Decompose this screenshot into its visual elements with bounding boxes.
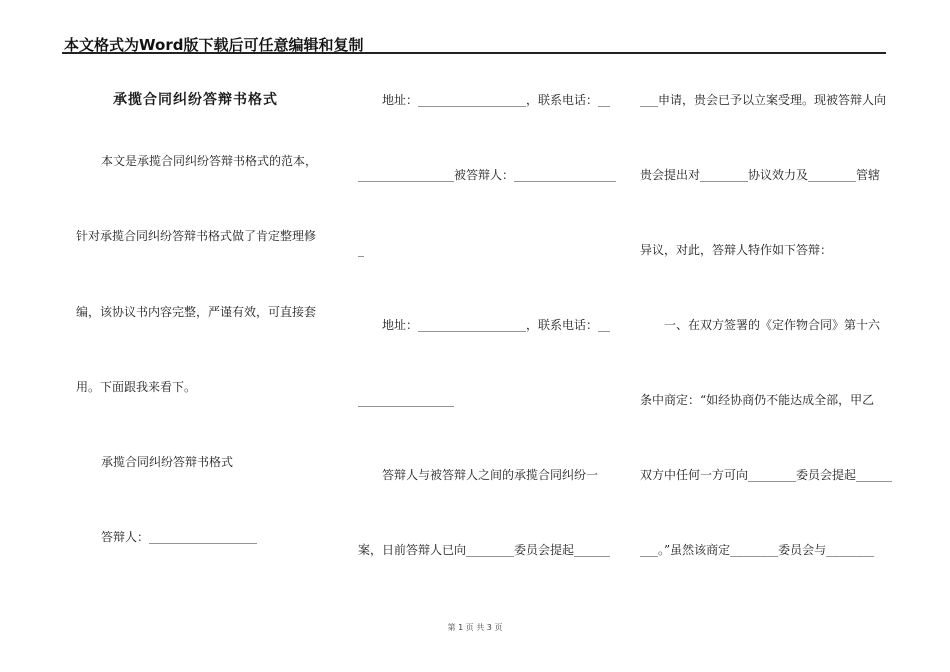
left-respondent-line: 答辩人：__________________ [101,530,258,544]
document-title: 承揽合同纠纷答辩书格式 [113,92,278,108]
left-line-3: 编，该协议书内容完整，严谨有效，可直接套 [76,305,317,319]
right-line-5: 条中商定：“如经协商仍不能达成全部，甲乙 [640,393,875,407]
right-line-1: ___申请，贵会已予以立案受理。现被答辩人向 [640,93,887,107]
left-line-2: 针对承揽合同纠纷答辩书格式做了肯定整理修 [76,229,317,243]
right-line-3: 异议，对此，答辩人特作如下答辩： [640,243,833,257]
middle-line-5: ________________ [358,393,454,407]
right-line-6: 双方中任何一方可向________委员会提起______ [640,468,893,482]
page-header-title: 本文格式为Word版下载后可任意编辑和复制 [64,36,364,54]
header-divider [62,52,886,54]
middle-line-4: 地址：__________________，联系电话：__ [382,318,611,332]
middle-line-7: 案，日前答辩人已向________委员会提起______ [358,543,611,557]
page-footer: 第 1 页 共 3 页 [447,623,503,632]
right-line-2: 贵会提出对________协议效力及________管辖 [640,168,881,182]
middle-line-2: ________________被答辩人：_________________ [358,168,617,182]
middle-line-6: 答辩人与被答辩人之间的承揽合同纠纷一 [382,468,599,482]
left-line-4: 用。下面跟我来看下。 [76,380,197,394]
left-subheading: 承揽合同纠纷答辩书格式 [101,455,234,469]
right-line-4: 一、在双方签署的《定作物合同》第十六 [664,318,881,332]
left-line-1: 本文是承揽合同纠纷答辩书格式的范本， [101,154,318,168]
middle-line-3: _ [358,243,364,257]
middle-line-1: 地址：__________________，联系电话：__ [382,93,611,107]
right-line-7: ___。”虽然该商定________委员会与________ [640,543,875,557]
